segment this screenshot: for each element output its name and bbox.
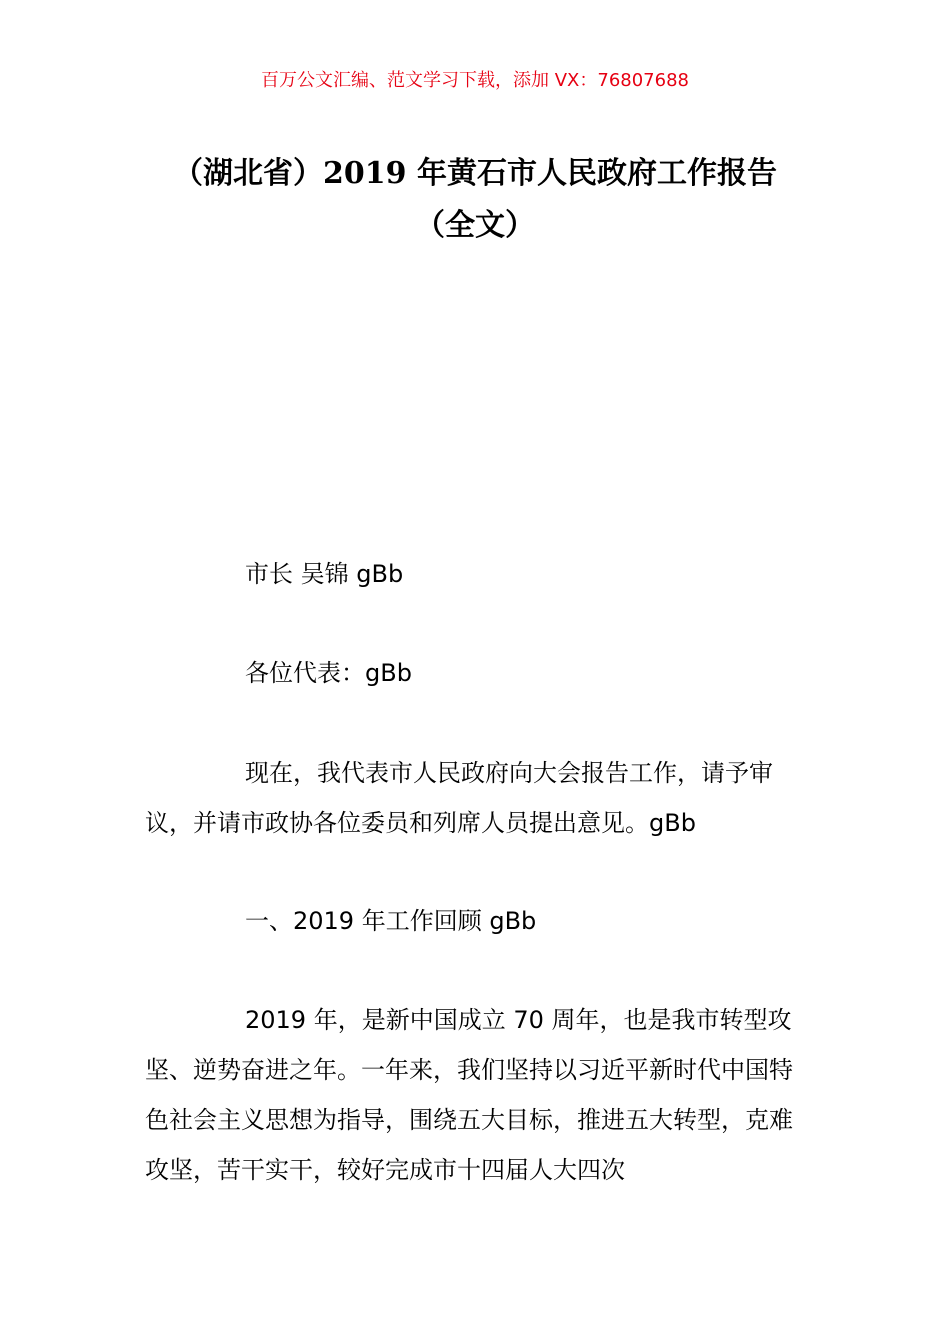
mayor-line: 市长 吴锦 gBb [245, 560, 404, 588]
intro-paragraph: 现在，我代表市人民政府向大会报告工作，请予审议，并请市政协各位委员和列席人员提出意见。gBb [145, 759, 773, 837]
header-promo-note: 百万公文汇编、范文学习下载，添加 VX：76807688 [261, 70, 689, 91]
body-paragraph: 2019 年，是新中国成立 70 周年，也是我市转型攻坚、逆势奋进之年。一年来，我们坚持以习近平新时代中国特色社会主义思想为指导，围绕五大目标，推进五大转型，克难攻坚，苦干实干，较好完成市十四届人大四次 [145, 1006, 793, 1184]
document-title: （湖北省）2019 年黄石市人民政府工作报告（全文） [173, 156, 777, 243]
greeting-line: 各位代表：gBb [245, 659, 412, 687]
section-heading: 一、2019 年工作回顾 gBb [245, 907, 537, 935]
